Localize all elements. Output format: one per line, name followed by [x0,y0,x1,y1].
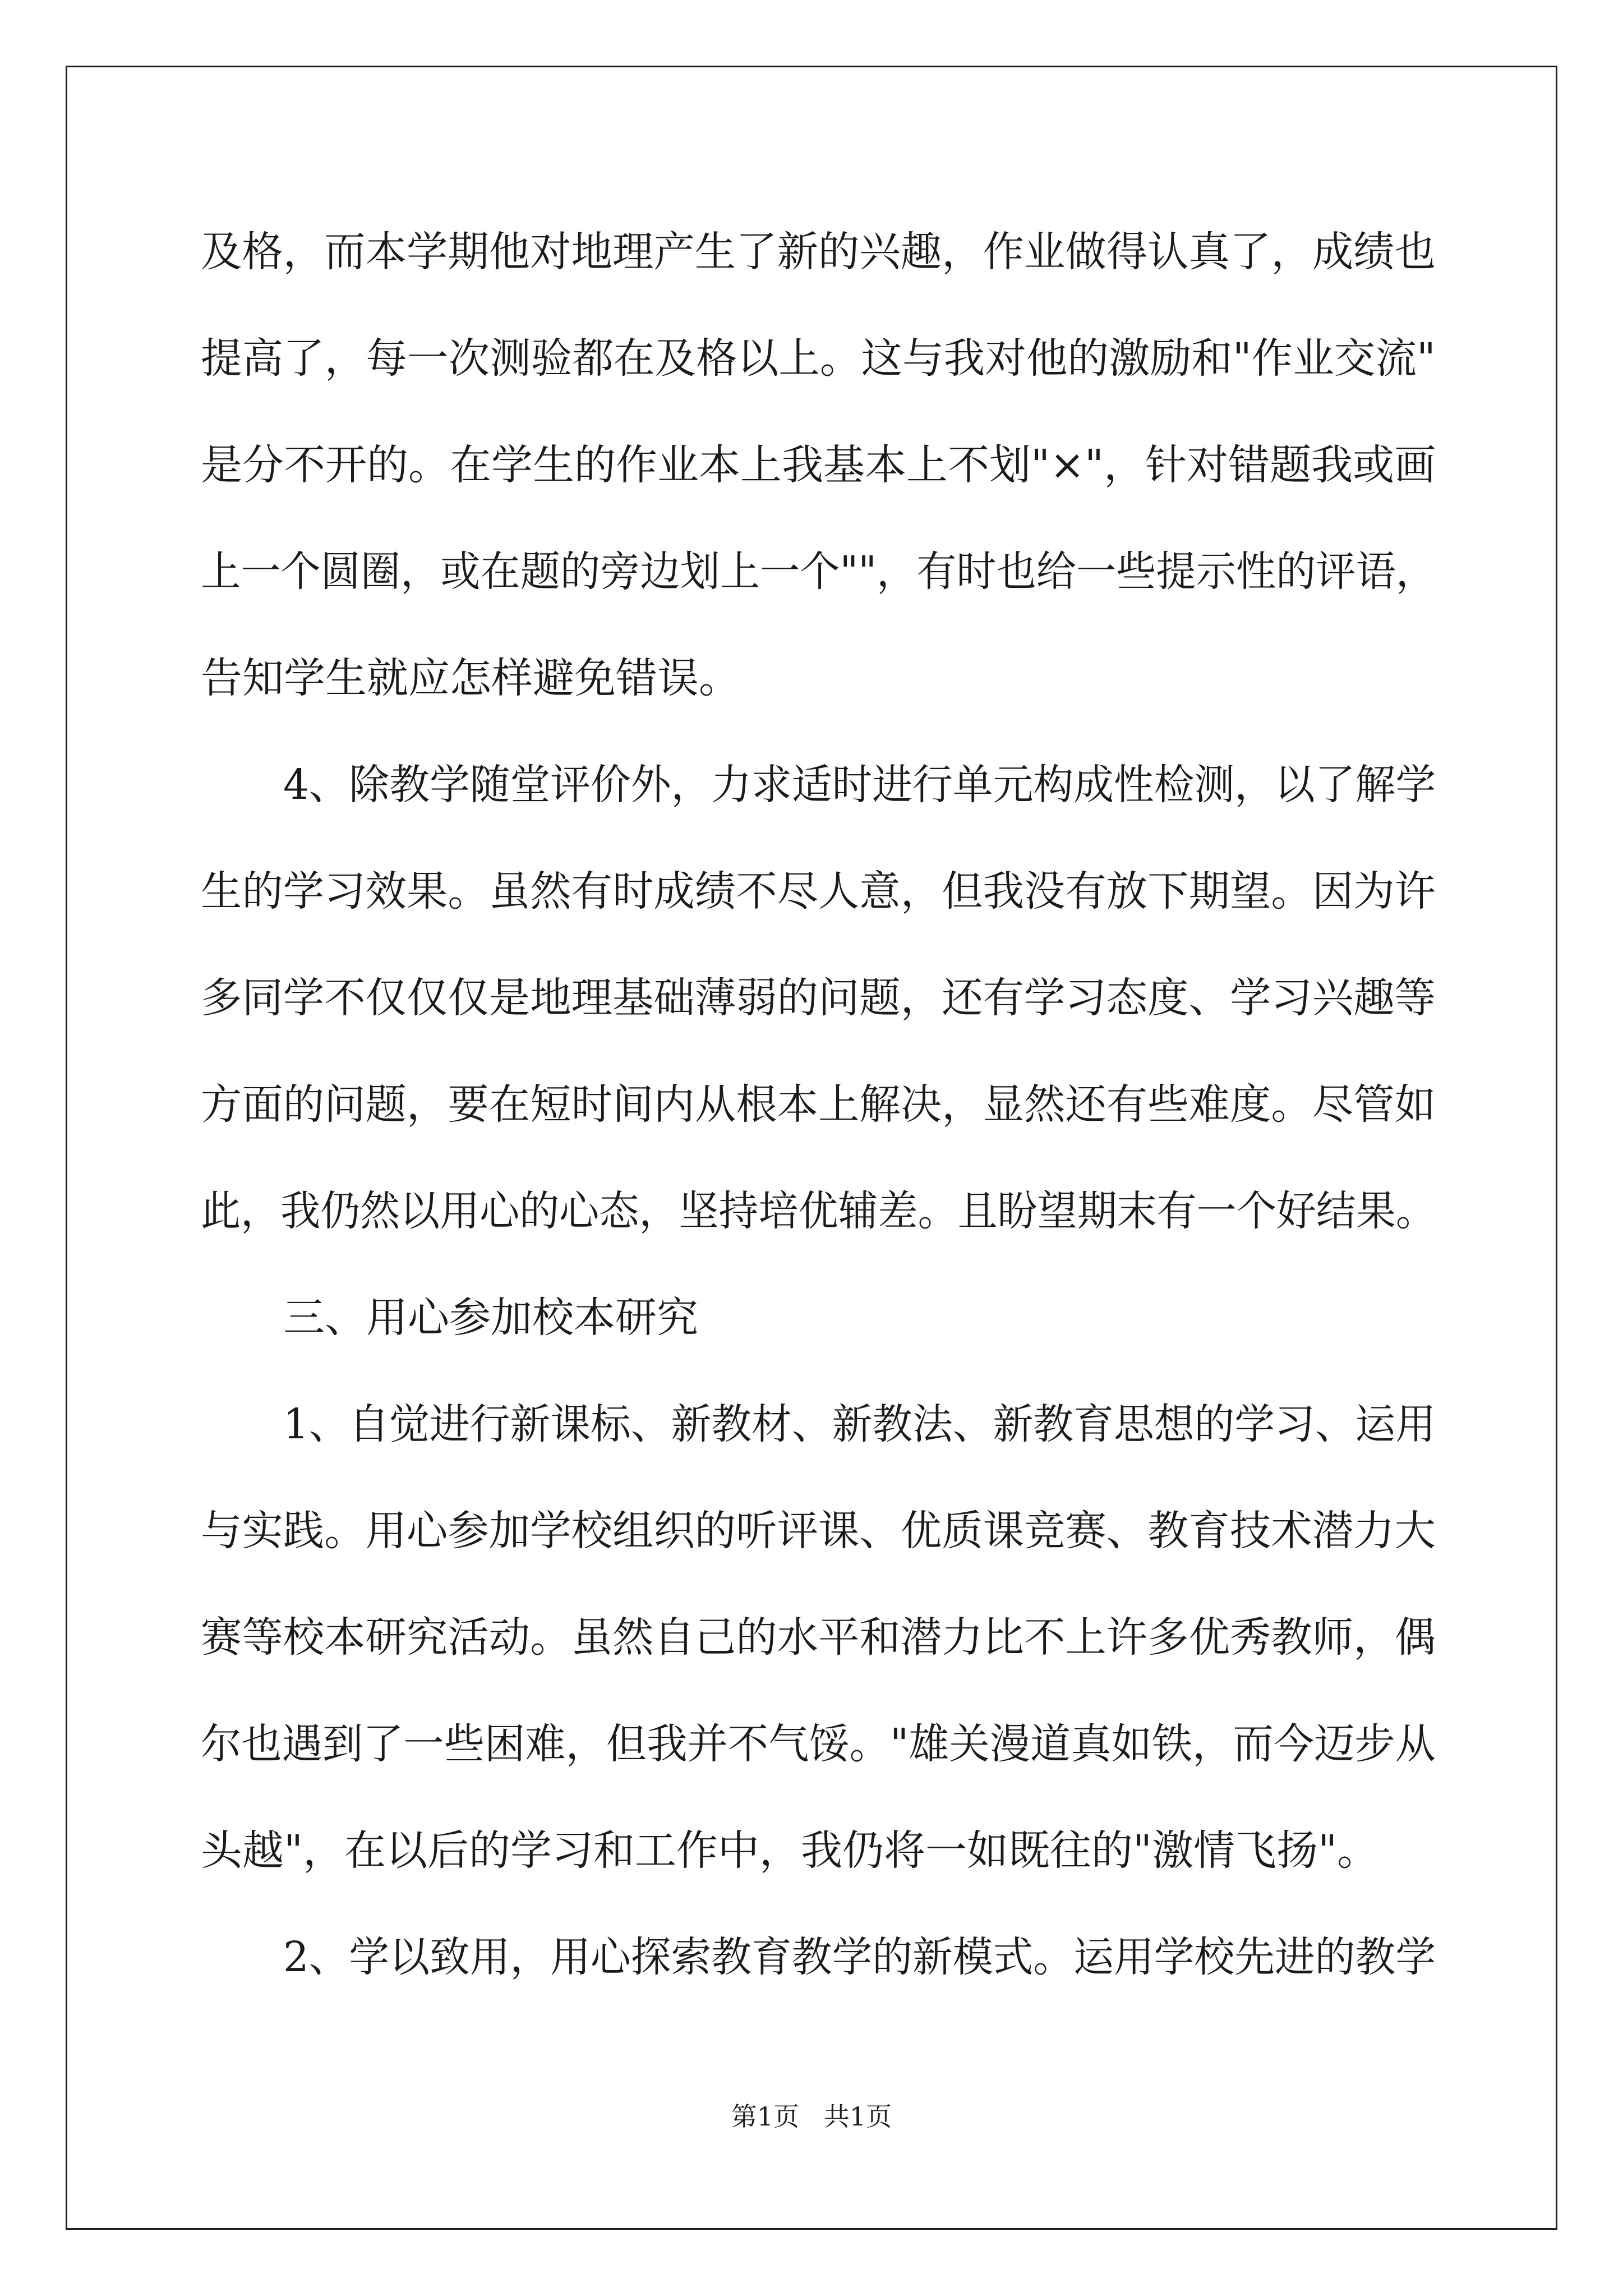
paragraph-line-13: 与实践。用心参加学校组织的听评课、优质课竞赛、教育技术潜力大 [201,1507,1436,1555]
paragraph-line-6: 4、除教学随堂评价外，力求适时进行单元构成性检测，以了解学 [283,761,1436,809]
paragraph-line-5: 告知学生就应怎样避免错误。 [201,654,740,702]
paragraph-line-16: 头越"，在以后的学习和工作中，我仍将一如既往的"激情飞扬"。 [201,1826,1379,1875]
paragraph-line-2: 提高了，每一次测验都在及格以上。这与我对他的激励和"作业交流" [201,334,1436,383]
paragraph-line-4: 上一个圆圈，或在题的旁边划上一个""，有时也给一些提示性的评语， [201,547,1436,596]
paragraph-line-12: 1、自觉进行新课标、新教材、新教法、新教育思想的学习、运用 [283,1400,1436,1448]
paragraph-line-1: 及格，而本学期他对地理产生了新的兴趣，作业做得认真了，成绩也 [201,228,1436,276]
paragraph-line-8: 多同学不仅仅仅是地理基础薄弱的问题，还有学习态度、学习兴趣等 [201,974,1436,1022]
paragraph-line-14: 赛等校本研究活动。虽然自己的水平和潜力比不上许多优秀教师，偶 [201,1613,1436,1662]
page-footer: 第1页 共1页 [731,2101,892,2132]
section-heading: 三、用心参加校本研究 [283,1294,698,1342]
paragraph-line-3: 是分不开的。在学生的作业本上我基本上不划"×"，针对错题我或画 [201,441,1436,489]
paragraph-line-17: 2、学以致用，用心探索教育教学的新模式。运用学校先进的教学 [283,1933,1436,1981]
page-border [66,66,1557,2230]
paragraph-line-15: 尔也遇到了一些困难，但我并不气馁。"雄关漫道真如铁，而今迈步从 [201,1720,1436,1768]
paragraph-line-9: 方面的问题，要在短时间内从根本上解决，显然还有些难度。尽管如 [201,1080,1436,1129]
paragraph-line-10: 此，我仍然以用心的心态，坚持培优辅差。且盼望期末有一个好结果。 [201,1187,1436,1235]
paragraph-line-7: 生的学习效果。虽然有时成绩不尽人意，但我没有放下期望。因为许 [201,867,1436,915]
